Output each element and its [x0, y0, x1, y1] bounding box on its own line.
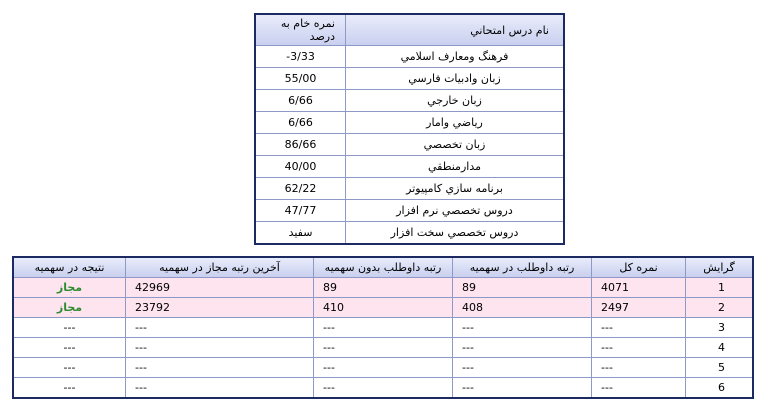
- total-score-cell: ---: [592, 358, 686, 378]
- exam-results-table: [12, 256, 754, 399]
- scores-body: [255, 46, 564, 245]
- course-name: مدارمنطقي: [346, 156, 565, 178]
- group-cell: 3: [686, 318, 754, 338]
- group-cell: 5: [686, 358, 754, 378]
- course-name: زبان خارجي: [346, 90, 565, 112]
- rank-no-quota-cell: ---: [314, 338, 453, 358]
- result-row: [13, 318, 753, 338]
- course-scores-table: [254, 13, 565, 245]
- total-score-cell: 4071: [592, 278, 686, 298]
- course-score: سفيد: [255, 222, 346, 245]
- course-row: [255, 90, 564, 112]
- quota-result-cell: ---: [13, 318, 126, 338]
- quota-result-cell: ---: [13, 338, 126, 358]
- rank-no-quota-cell: ---: [314, 378, 453, 399]
- header-group: گرايش: [686, 257, 754, 278]
- last-allowed-rank-cell: ---: [126, 338, 314, 358]
- group-cell: 4: [686, 338, 754, 358]
- results-header-row: [13, 257, 753, 278]
- course-row: [255, 68, 564, 90]
- course-name: رياضي وامار: [346, 112, 565, 134]
- results-body: [13, 278, 753, 399]
- rank-no-quota-cell: ---: [314, 358, 453, 378]
- header-course-name: نام درس امتحاني: [346, 14, 565, 46]
- total-score-cell: ---: [592, 318, 686, 338]
- course-name: زبان تخصصي: [346, 134, 565, 156]
- header-raw-score: نمره خام به درصد: [255, 14, 346, 46]
- course-name: دروس تخصصي نرم افزار: [346, 200, 565, 222]
- rank-no-quota-cell: 410: [314, 298, 453, 318]
- last-allowed-rank-cell: 23792: [126, 298, 314, 318]
- course-score: 55/00: [255, 68, 346, 90]
- result-row: [13, 338, 753, 358]
- course-row: [255, 200, 564, 222]
- quota-result-cell: ---: [13, 358, 126, 378]
- course-score: 6/66: [255, 90, 346, 112]
- course-score: 86/66: [255, 134, 346, 156]
- course-row: [255, 156, 564, 178]
- header-rank-quota: رتبه داوطلب در سهميه: [453, 257, 592, 278]
- result-row: [13, 278, 753, 298]
- total-score-cell: ---: [592, 338, 686, 358]
- header-total-score: نمره كل: [592, 257, 686, 278]
- group-cell: 6: [686, 378, 754, 399]
- course-name: دروس تخصصي سخت افزار: [346, 222, 565, 245]
- rank-quota-cell: 408: [453, 298, 592, 318]
- quota-result-cell: مجاز: [13, 298, 126, 318]
- result-row: [13, 378, 753, 399]
- header-last-allowed-rank: آخرين رتبه مجاز در سهميه: [126, 257, 314, 278]
- total-score-cell: 2497: [592, 298, 686, 318]
- result-row: [13, 298, 753, 318]
- course-row: [255, 222, 564, 245]
- rank-quota-cell: ---: [453, 378, 592, 399]
- course-name: برنامه سازي كامپيوتر: [346, 178, 565, 200]
- header-rank-no-quota: رتبه داوطلب بدون سهميه: [314, 257, 453, 278]
- course-name: زبان وادبيات فارسي: [346, 68, 565, 90]
- group-cell: 1: [686, 278, 754, 298]
- last-allowed-rank-cell: ---: [126, 318, 314, 338]
- quota-result-cell: ---: [13, 378, 126, 399]
- result-row: [13, 358, 753, 378]
- rank-quota-cell: ---: [453, 338, 592, 358]
- rank-quota-cell: ---: [453, 318, 592, 338]
- last-allowed-rank-cell: ---: [126, 358, 314, 378]
- group-cell: 2: [686, 298, 754, 318]
- quota-result-cell: مجاز: [13, 278, 126, 298]
- rank-quota-cell: 89: [453, 278, 592, 298]
- course-score: 40/00: [255, 156, 346, 178]
- last-allowed-rank-cell: 42969: [126, 278, 314, 298]
- course-row: [255, 46, 564, 68]
- total-score-cell: ---: [592, 378, 686, 399]
- header-quota-result: نتيجه در سهميه: [13, 257, 126, 278]
- rank-no-quota-cell: 89: [314, 278, 453, 298]
- course-row: [255, 112, 564, 134]
- rank-quota-cell: ---: [453, 358, 592, 378]
- course-score: 6/66: [255, 112, 346, 134]
- course-row: [255, 178, 564, 200]
- scores-header-row: [255, 14, 564, 46]
- course-score: 3/33-: [255, 46, 346, 68]
- course-name: فرهنگ ومعارف اسلامي: [346, 46, 565, 68]
- last-allowed-rank-cell: ---: [126, 378, 314, 399]
- course-row: [255, 134, 564, 156]
- course-score: 47/77: [255, 200, 346, 222]
- rank-no-quota-cell: ---: [314, 318, 453, 338]
- course-score: 62/22: [255, 178, 346, 200]
